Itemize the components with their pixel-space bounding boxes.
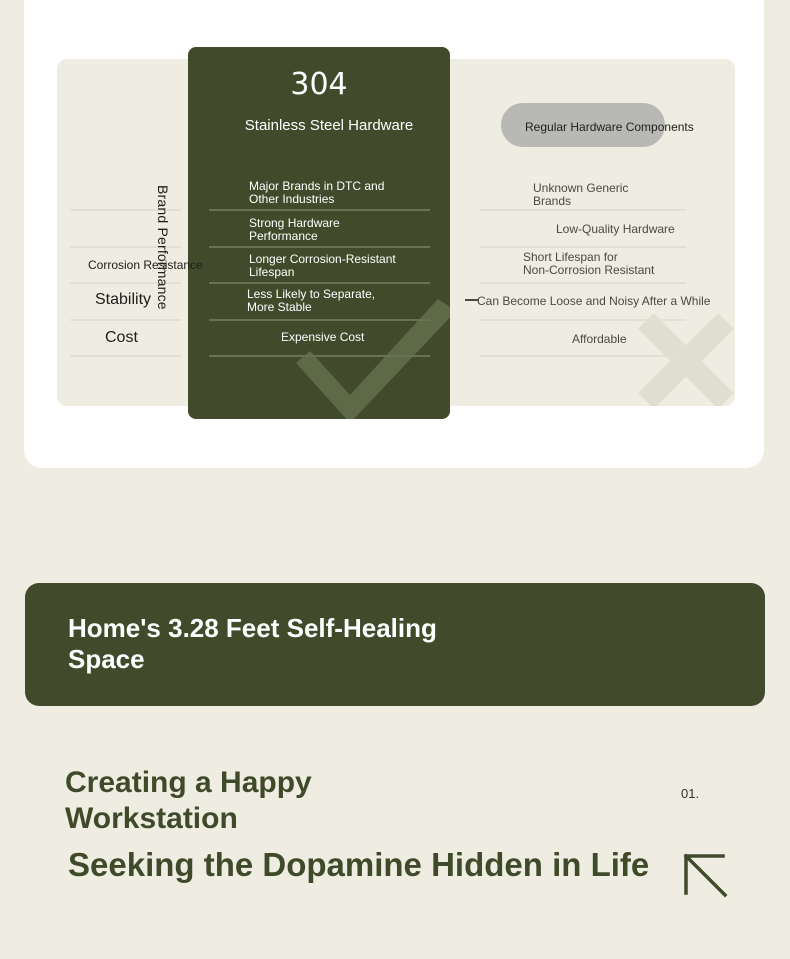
center-row-stability-line1: Less Likely to Separate,	[247, 287, 376, 301]
section-heading: Creating a Happy Workstation	[65, 766, 312, 835]
stainless-steel-column	[188, 47, 450, 419]
right-row-brand	[533, 182, 628, 208]
right-row-brand-line1: Unknown Generic	[533, 181, 629, 195]
section-index: 01.	[681, 786, 700, 801]
center-row-brand-line2: Other Industries	[249, 192, 335, 206]
banner-title: Home's 3.28 Feet Self-Healing Space	[68, 613, 437, 674]
row-divider	[480, 209, 686, 211]
center-row-stability	[247, 288, 375, 314]
brand-performance-label: Brand Performance	[155, 185, 171, 310]
row-divider	[209, 355, 430, 357]
row-divider	[480, 246, 686, 248]
center-row-cost-line1: Expensive Cost	[281, 330, 365, 344]
row-divider	[209, 246, 430, 248]
section-subheading[interactable]: Seeking the Dopamine Hidden in Life	[68, 846, 650, 883]
cost-label: Cost	[105, 329, 138, 346]
center-row-corrosion-line2: Lifespan	[249, 265, 295, 279]
center-row-brand-line1: Major Brands in DTC and	[249, 179, 385, 193]
center-row-corrosion-line1: Longer Corrosion-Resistant	[249, 252, 396, 266]
right-row-cost-line1: Affordable	[572, 332, 627, 346]
row-divider	[70, 355, 181, 357]
stability-label: Stability	[95, 291, 152, 308]
right-row-corrosion-line1: Short Lifespan for	[523, 250, 618, 264]
row-divider	[209, 282, 430, 284]
stainless-steel-title: Stainless Steel Hardware	[244, 117, 414, 134]
row-divider	[70, 319, 181, 321]
regular-hardware-title: Regular Hardware Components	[525, 120, 694, 134]
center-row-performance	[249, 217, 340, 243]
right-row-stability	[477, 295, 710, 308]
corrosion-resistance-label: Corrosion Resistance	[88, 258, 203, 272]
right-row-cost	[572, 333, 627, 346]
row-divider	[209, 319, 430, 321]
grade-number: 304	[290, 67, 348, 102]
right-row-performance-line1: Low-Quality Hardware	[556, 222, 675, 236]
center-row-brand	[249, 180, 384, 206]
center-row-performance-line2: Performance	[249, 229, 318, 243]
center-row-corrosion	[249, 253, 396, 279]
center-row-performance-line1: Strong Hardware	[249, 216, 340, 230]
right-row-corrosion-line2: Non-Corrosion Resistant	[523, 263, 655, 277]
right-row-performance	[556, 223, 675, 236]
row-divider	[480, 282, 686, 284]
row-divider	[480, 355, 686, 357]
center-row-stability-line2: More Stable	[247, 300, 312, 314]
arrow-up-left-icon[interactable]	[683, 853, 729, 899]
right-row-brand-line2: Brands	[533, 194, 572, 208]
right-row-stability-line1: Can Become Loose and Noisy After a While	[477, 294, 711, 308]
center-row-cost	[281, 331, 364, 344]
row-divider	[480, 319, 686, 321]
row-divider	[209, 209, 430, 211]
right-row-corrosion	[523, 251, 654, 277]
